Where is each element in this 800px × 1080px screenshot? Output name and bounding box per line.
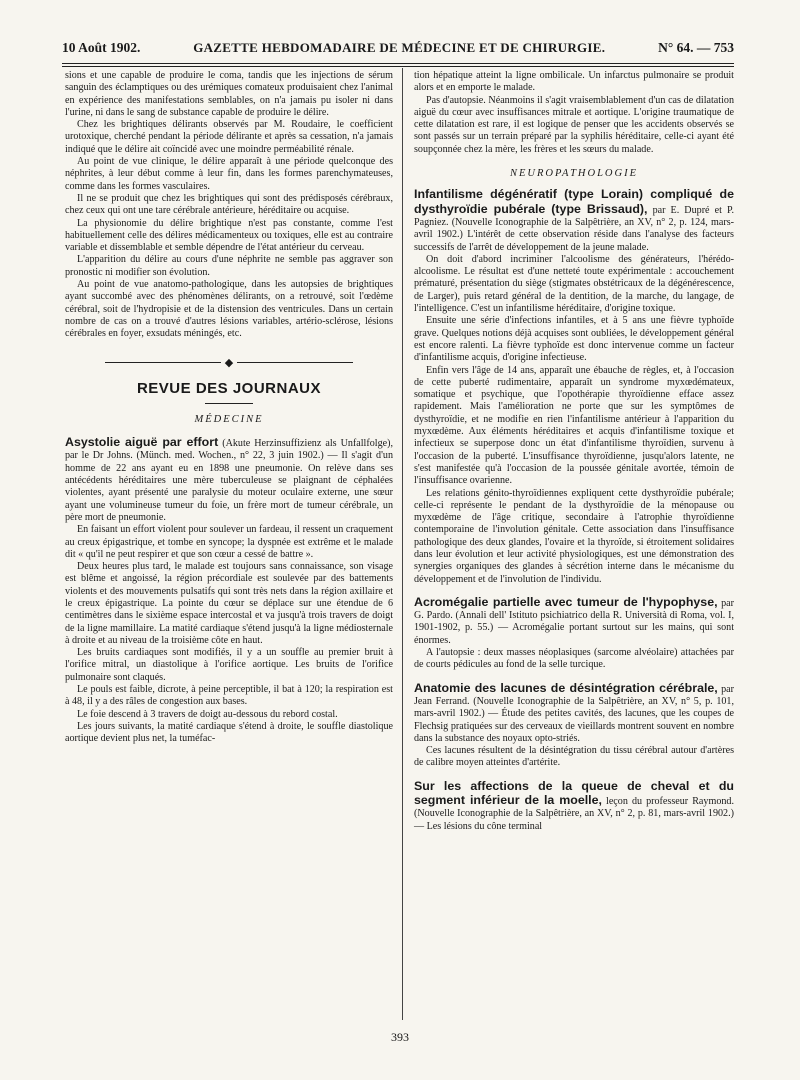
article-citation: (Akute Herzinsuffizienz als Unfallfolge), par le Dr Johns. (Münch. med. Wochen., n° 22, 3 juin 1902.) — Il s'agit d'un homme de 22 ans ayant eu en 1898 une pneumonie. On relève dans ses antécédents héréditaires une mère tuberculeuse se plaignant de céphalées violentes, ayant présenté une paralysie du moteur oculaire externe, une sœur ayant une volumineuse tumeur du foie, un frère mort de tumeur cérébrale, un père mort de pneumonie. bbox=[65, 438, 393, 523]
left-column bbox=[65, 70, 393, 746]
sub-heading-medecine: MÉDECINE bbox=[194, 413, 264, 425]
sub-heading-neuropathologie: NEUROPATHOLOGIE bbox=[509, 168, 638, 180]
paragraph: Au point de vue anatomo-pathologique, dans les autopsies de brightiques ayant succombé avec des phénomènes délirants, on a retrouvé, soit l'œdème cérébral, soit de l'hydropisie et de la distension des ventricules. Dans un certain nombre de cas on a trouvé d'autres lésions variables, artério-sclérose, lésions cérébrales en foyer, exsudats méningés, etc. bbox=[65, 279, 393, 340]
article-citation: par E. Dupré et P. Pagniez. (Nouvelle Iconographie de la Salpêtrière, an XV, n° 2, p. 124, mars-avril 1902.) L'intérêt de cette observation réside dans l'analyse des facteurs successifs de l'arrêt de développement de la jeune malade. bbox=[414, 204, 734, 253]
paragraph: En faisant un effort violent pour soulever un fardeau, il ressent un craquement au creux épigastrique, et tombe en syncope; la dyspnée est extrême et le malade dit « qu'il ne peut respirer et que son cœur a cessé de battre ». bbox=[65, 524, 393, 560]
paragraph: sions et une capable de produire le coma, tandis que les injections de sérum sanguin des éclamptiques ou des urémiques comateux produisaient chez l'animal en expérience des manifestations semblables, on n'a jamais pu isoler ni dans l'urine, ni dans le sang de substance capable de produire le délire. bbox=[65, 70, 393, 118]
paragraph: A l'autopsie : deux masses néoplasiques (sarcome alvéolaire) attachées par de courts pédicules au fond de la selle turcique. bbox=[414, 647, 734, 671]
header-rule-top bbox=[62, 63, 734, 64]
paragraph: Au point de vue clinique, le délire apparaît à une période quelconque des néphrites, à leur début comme à leur fin, dans les formes parenchymateuses, comme dans les formes vasculaires. bbox=[65, 156, 393, 192]
paragraph: Chez les brightiques délirants observés par M. Roudaire, le coefficient urotoxique, cherché pendant la période délirante et après sa cessation, n'a jamais indiqué que le délire ait coïncidé avec une moindre perméabilité rénale. bbox=[65, 119, 393, 155]
paragraph: La physionomie du délire brightique n'est pas constante, comme l'est habituellement celle des délires médicamenteux ou toxiques, elle est au contraire variable et dissemblable et semble dépendre de l'état antérieur du cerveau. bbox=[65, 217, 393, 254]
article-head bbox=[414, 780, 734, 833]
article-acromegalie bbox=[414, 596, 734, 672]
paragraph: Les bruits cardiaques sont modifiés, il y a un souffle au premier bruit à l'orifice mitral, un diastolique à l'orifice aortique. Les bruits de l'orifice pulmonaire sont claqués. bbox=[65, 647, 393, 683]
article-title: Anatomie des lacunes de désintégration cérébrale, bbox=[414, 680, 718, 695]
article-head bbox=[65, 436, 393, 524]
paragraph: Enfin vers l'âge de 14 ans, apparaît une ébauche de règles, et, à l'occasion de cette puberté rudimentaire, apparaît un syndrome myxœdémateux, somatique et psychique, que l'opothérapie thyroïdienne efface assez rapidement. Mais l'amélioration ne porte que sur les symptômes de dysthyroïdie, et ne modifie en rien l'infantilisme antérieur à l'apparition du myxœdème. Aux éléments héréditaires et acquis d'infantilisme toxique et infectieux se superpose donc un état d'infantilisme thyroïdien, survenu à l'occasion de la puberté. L'insuffisance thyroïdienne, jusqu'alors latente, ne s'est manifestée qu'à l'occasion de la poussée génitale avortée, témoin de l'insuffisance ovarienne. bbox=[414, 364, 734, 487]
article-head bbox=[414, 596, 734, 647]
article-title: Sur les affections de la queue de cheval et du segment inférieur de la moelle, bbox=[414, 778, 734, 808]
article-citation: par G. Pardo. (Annali dell' Istituto psichiatrico della R. Università di Roma, vol. I, 1901-1902, p. 55.) — Acromégalie portant surtout sur les mains, qui sont énormes. bbox=[414, 597, 734, 646]
section-title-rule bbox=[205, 403, 253, 404]
header-rule-bottom bbox=[62, 66, 734, 67]
paragraph: Il ne se produit que chez les brightiques qui sont des prédisposés cérébraux, chez ceux qui ont une tare cérébrale antérieure, héréditaire ou acquise. bbox=[65, 192, 393, 217]
article-lacunes bbox=[414, 682, 734, 770]
header-date: 10 Août 1902. bbox=[62, 40, 141, 55]
paragraph: Les jours suivants, la matité cardiaque s'étend à droite, le souffle diastolique aortique devient plus net, la tuméfac- bbox=[65, 720, 393, 745]
paragraph: Ces lacunes résultent de la désintégration du tissu cérébral autour d'artères de calibre moyen atteintes d'artérite. bbox=[414, 745, 734, 769]
article-queue-de-cheval bbox=[414, 780, 734, 833]
running-header bbox=[62, 40, 734, 60]
paragraph: On doit d'abord incriminer l'alcoolisme des générateurs, l'hérédo-alcoolisme. Le résultat est d'une netteté toute expérimentale : accouchement prématuré, présentation du siège (stigmates obstétricaux de la dégénérescence, de Larger), puis retard général de la dentition, de la marche, du langage, de l'intelligence. C'est un infantilisme héréditaire, d'origine toxique. bbox=[414, 253, 734, 315]
folio-number: 393 bbox=[391, 1030, 409, 1044]
article-title: Asystolie aiguë par effort bbox=[65, 435, 219, 450]
article-title: Infantilisme dégénératif (type Lorain) compliqué de dysthyroïdie pubérale (type Brissaud), bbox=[414, 187, 734, 216]
section-title: REVUE DES JOURNAUX bbox=[136, 379, 322, 397]
paragraph: Le pouls est faible, dicrote, à peine perceptible, il bat à 120; la respiration est à 48, il y a des râles de congestion aux bases. bbox=[65, 684, 393, 708]
right-column bbox=[414, 70, 734, 833]
section-ornament bbox=[65, 357, 393, 369]
paragraph: L'apparition du délire au cours d'une néphrite ne semble pas aggraver son pronostic ni modifier son évolution. bbox=[65, 254, 393, 278]
header-journal-title: GAZETTE HEBDOMADAIRE DE MÉDECINE ET DE CHIRURGIE. bbox=[193, 40, 606, 55]
article-infantilisme bbox=[414, 188, 734, 586]
diamond-icon: ◆ bbox=[221, 357, 237, 369]
paragraph: Le foie descend à 3 travers de doigt au-dessous du rebord costal. bbox=[77, 708, 338, 720]
article-head bbox=[414, 188, 734, 253]
article-asystolie bbox=[65, 436, 393, 745]
paragraph: Pas d'autopsie. Néanmoins il s'agit vraisemblablement d'un cas de dilatation aiguë du cœur avec insuffisances mitrale et aortique. L'origine traumatique de cette dilatation est rare, il est logique de penser que les accidents observés se sont passés sur un terrain préparé par la syphilis héréditaire, celle-ci ayant été soupçonnée chez la mère, les frères et les sœurs du malade. bbox=[414, 94, 734, 155]
paragraph: tion hépatique atteint la ligne ombilicale. Un infarctus pulmonaire se produit alors et en emporte le malade. bbox=[414, 70, 734, 94]
paragraph: Deux heures plus tard, le malade est toujours sans connaissance, son visage est blême et angoissé, la région précordiale est soulevée par des battements violents et des mouvements pulsatifs qui sont très nets dans la région axillaire et le creux épigastrique. La pointe du cœur se déplace sur une étendue de 6 centimètres dans le sixième espace intercostal et va jusqu'à trois travers de doigt de la ligne mamillaire. La matité cardiaque s'étend jusqu'à la ligne médiosternale à droite et au niveau de la troisième côte en haut. bbox=[65, 561, 393, 646]
article-head bbox=[414, 682, 734, 745]
header-page-number: N° 64. — 753 bbox=[658, 40, 734, 55]
article-citation: par Jean Ferrand. (Nouvelle Iconographie de la Salpêtrière, an XV, n° 5, p. 101, mars-avril 1902.) — Étude des petites cavités, des lacunes, que les coupes de Flechsig pratiquées sur des cerveaux de vieillards montrent souvent en nombre dans la substance des noyaux opto-striés. bbox=[414, 683, 734, 744]
article-title: Acromégalie partielle avec tumeur de l'hypophyse, bbox=[414, 594, 718, 609]
column-divider bbox=[402, 68, 403, 1020]
article-citation: leçon du professeur Raymond. (Nouvelle Iconographie de la Salpêtrière, an XV, n° 2, p. 81, mars-avril 1902.) — Les lésions du cône terminal bbox=[414, 796, 734, 832]
paragraph: Les relations génito-thyroïdiennes expliquent cette dysthyroïdie pubérale; celle-ci représente le pendant de la dysthyroïdie de la ménopause ou myxœdème de l'âge critique, secondaire à l'atrophie thyroïdienne contemporaine de l'involution génitale. Cette association dans l'insuffisance pathologique des deux glandes, l'ovaire et la thyroïde, si étroitement solidaires dans leur évolution et leur activité physiologiques, est une démonstration des synergies organiques des glandes à sécrétion interne dans le mécanisme du développement et de l'involution de l'individu. bbox=[414, 487, 734, 585]
paragraph: Ensuite une série d'infections infantiles, et à 5 ans une fièvre typhoïde grave. Quelques notions déjà acquises sont oubliées, le développement général est encore ralenti. La fièvre typhoïde est donc intervenue comme un facteur d'infantilisme acquis, d'origine infectieuse. bbox=[414, 315, 734, 364]
